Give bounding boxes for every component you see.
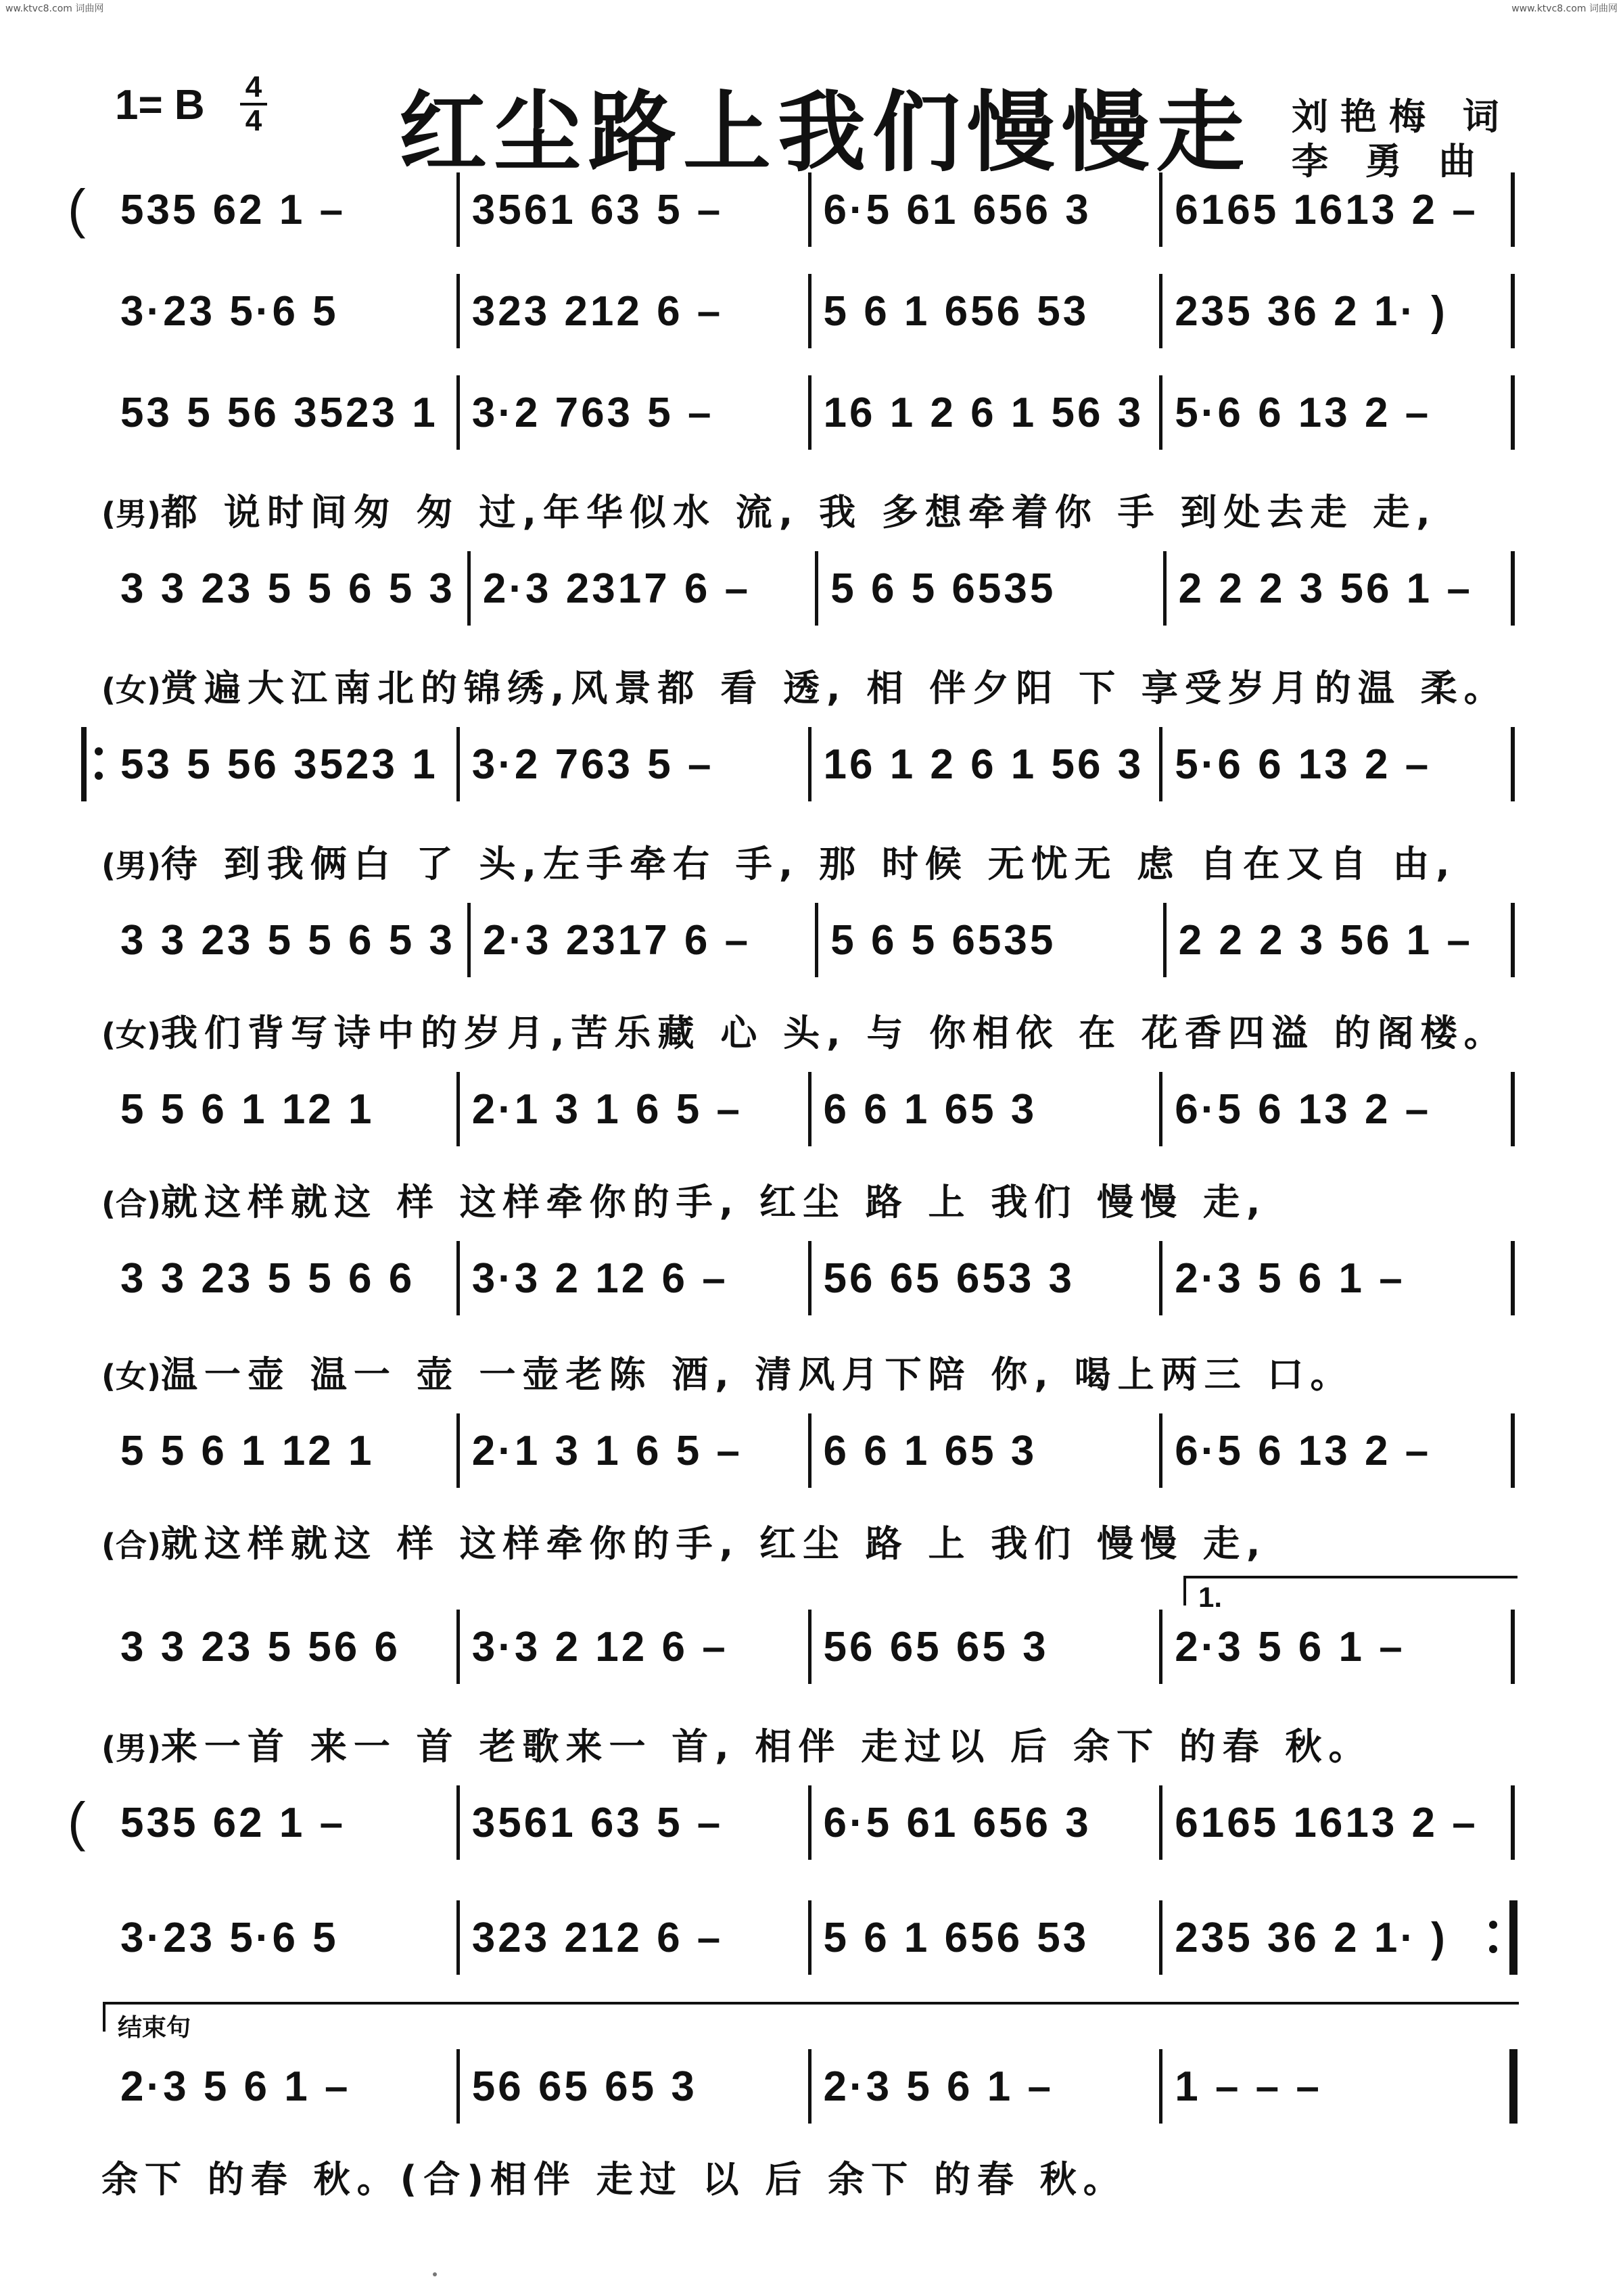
- repeat-end-sign: [1489, 1900, 1518, 1975]
- measure: 2·3 2317 6 –: [471, 551, 818, 626]
- measure: 56 65 653 3: [812, 1241, 1163, 1315]
- measure: 3 3 23 5 5 6 5 3: [108, 551, 471, 626]
- open-paren: (: [68, 179, 86, 239]
- lyric-line: [101, 1718, 1522, 1770]
- measure: 3·3 2 12 6 –: [460, 1241, 812, 1315]
- lyric-line: [101, 1004, 1522, 1056]
- lyric-text: 待 到我俩白 了 头,左手牵右 手, 那 时候 无忧无 虑 自在又自 由,: [161, 843, 1457, 885]
- final-barline: [1499, 2049, 1518, 2124]
- singer-role: (男): [101, 1730, 162, 1766]
- singer-role: (合): [101, 1186, 162, 1222]
- score-row-4: [108, 551, 1515, 653]
- lyric-text: 余下 的春 秋。(合)相伴 走过 以 后 余下 的春 秋。: [101, 2158, 1127, 2201]
- score-row-10: [108, 1581, 1515, 1711]
- song-title: 红尘路上我们慢慢走: [399, 81, 1252, 184]
- score-row-3: [108, 375, 1515, 477]
- measure: 3 3 23 5 56 6: [108, 1610, 460, 1684]
- measure: 6165 1613 2 –: [1162, 172, 1515, 247]
- score-row-2: [108, 274, 1515, 375]
- measure: 323 212 6 –: [460, 1900, 812, 1975]
- measure: 56 65 65 3: [812, 1610, 1163, 1684]
- measure: 2·1 3 1 6 5 –: [460, 1413, 812, 1488]
- score-row-7: [108, 1072, 1515, 1173]
- measure: 535 62 1 –: [108, 1785, 460, 1860]
- lyric-text: 就这样就这 样 这样牵你的手, 红尘 路 上 我们 慢慢 走,: [161, 1181, 1267, 1223]
- open-paren: (: [68, 1791, 86, 1852]
- measure: 56 65 65 3: [460, 2049, 812, 2124]
- first-ending-label: 1.: [1198, 1581, 1223, 1613]
- measure: 6165 1613 2 –: [1162, 1785, 1515, 1860]
- measure: 2·1 3 1 6 5 –: [460, 1072, 812, 1146]
- measure: 53 5 56 3523 1: [108, 375, 460, 450]
- measure: 235 36 2 1· ): [1162, 1900, 1515, 1975]
- measure: 5 6 5 6535: [818, 903, 1166, 977]
- score-row-11: [68, 1785, 1515, 1887]
- measure: 6·5 61 656 3: [812, 172, 1163, 247]
- measure: 3·2 763 5 –: [460, 727, 812, 801]
- measure: 5·6 6 13 2 –: [1162, 727, 1515, 801]
- lyric-line: [101, 659, 1522, 711]
- measure: 5 6 1 656 53: [812, 274, 1163, 348]
- measure: 3·23 5·6 5: [108, 274, 460, 348]
- time-signature-top: 4: [245, 70, 262, 103]
- score-row-8: [108, 1241, 1515, 1342]
- measure: 235 36 2 1· ): [1162, 274, 1515, 348]
- score-row-13: [108, 2013, 1515, 2151]
- singer-role: (女): [101, 1358, 162, 1395]
- key-signature: 1= B: [115, 82, 205, 128]
- measure: 6·5 6 13 2 –: [1162, 1072, 1515, 1146]
- composer-credit: 李 勇 曲: [1292, 139, 1488, 183]
- measure: 2·3 5 6 1 –: [812, 2049, 1163, 2124]
- lyric-text: 都 说时间匆 匆 过,年华似水 流, 我 多想牵着你 手 到处去走 走,: [161, 491, 1437, 534]
- measure: 2·3 5 6 1 –: [1162, 1241, 1515, 1315]
- measure: 2·3 5 6 1 –: [108, 2049, 460, 2124]
- lyric-text: 就这样就这 样 这样牵你的手, 红尘 路 上 我们 慢慢 走,: [161, 1522, 1267, 1565]
- measure: 5·6 6 13 2 –: [1162, 375, 1515, 450]
- measure: 16 1 2 6 1 56 3: [812, 375, 1163, 450]
- singer-role: (女): [101, 1016, 162, 1053]
- score-row-5: [108, 727, 1515, 828]
- lyricist-credit: 刘艳梅 词: [1292, 95, 1511, 138]
- measure: 3561 63 5 –: [460, 1785, 812, 1860]
- ending-phrase-label: 结束句: [118, 2013, 191, 2042]
- measure: 3 3 23 5 5 6 5 3: [108, 903, 471, 977]
- lyric-line: [101, 1515, 1522, 1567]
- measure: 16 1 2 6 1 56 3: [812, 727, 1163, 801]
- lyric-line: [101, 2151, 1522, 2203]
- measure: 5 5 6 1 12 1: [108, 1413, 460, 1488]
- singer-role: (男): [101, 496, 162, 532]
- measure: 5 6 5 6535: [818, 551, 1166, 626]
- singer-role: (女): [101, 672, 162, 708]
- measure: 2·3 2317 6 –: [471, 903, 818, 977]
- lyric-line: [101, 1346, 1522, 1398]
- singer-role: (合): [101, 1527, 162, 1564]
- lyric-text: 来一首 来一 首 老歌来一 首, 相伴 走过以 后 余下 的春 秋。: [161, 1725, 1372, 1768]
- measure: 6 6 1 65 3: [812, 1413, 1163, 1488]
- score-row-9: [108, 1413, 1515, 1515]
- page-dot: [433, 2272, 437, 2276]
- measure: 6 6 1 65 3: [812, 1072, 1163, 1146]
- measure: 535 62 1 –: [108, 172, 460, 247]
- measure: 3561 63 5 –: [460, 172, 812, 247]
- measure: 2·3 5 6 1 –: [1162, 1610, 1515, 1684]
- score-row-6: [108, 903, 1515, 1004]
- measure: 2 2 2 3 56 1 –: [1167, 551, 1515, 626]
- repeat-start-sign: [81, 727, 107, 801]
- lyric-line: [101, 484, 1522, 536]
- time-signature-bottom: 4: [245, 104, 262, 137]
- measure: 323 212 6 –: [460, 274, 812, 348]
- site-watermark-left: ww.ktvc8.com 词曲网: [5, 3, 104, 14]
- measure: 53 5 56 3523 1: [108, 727, 460, 801]
- lyric-text: 我们背写诗中的岁月,苦乐藏 心 头, 与 你相依 在 花香四溢 的阁楼。: [161, 1012, 1507, 1054]
- measure: 3·3 2 12 6 –: [460, 1610, 812, 1684]
- lyric-text: 赏遍大江南北的锦绣,风景都 看 透, 相 伴夕阳 下 享受岁月的温 柔。: [161, 667, 1507, 709]
- measure: 1 – – –: [1162, 2049, 1515, 2124]
- ending-phrase-bracket: [103, 2002, 1519, 2042]
- site-watermark-right: www.ktvc8.com 词曲网: [1511, 3, 1618, 14]
- time-signature: [240, 70, 267, 137]
- measure: 3 3 23 5 5 6 6: [108, 1241, 460, 1315]
- measure: 6·5 6 13 2 –: [1162, 1413, 1515, 1488]
- measure: 6·5 61 656 3: [812, 1785, 1163, 1860]
- score-row-1: [68, 172, 1515, 274]
- lyric-text: 温一壶 温一 壶 一壶老陈 酒, 清风月下陪 你, 喝上两三 口。: [161, 1353, 1354, 1396]
- singer-role: (男): [101, 847, 162, 884]
- score-row-12: [108, 1900, 1515, 2002]
- measure: 3·23 5·6 5: [108, 1900, 460, 1975]
- first-ending-bracket: [1183, 1576, 1518, 1613]
- measure: 3·2 763 5 –: [460, 375, 812, 450]
- lyric-line: [101, 835, 1522, 887]
- measure: 5 5 6 1 12 1: [108, 1072, 460, 1146]
- measure: 5 6 1 656 53: [812, 1900, 1163, 1975]
- lyric-line: [101, 1173, 1522, 1225]
- measure: 2 2 2 3 56 1 –: [1167, 903, 1515, 977]
